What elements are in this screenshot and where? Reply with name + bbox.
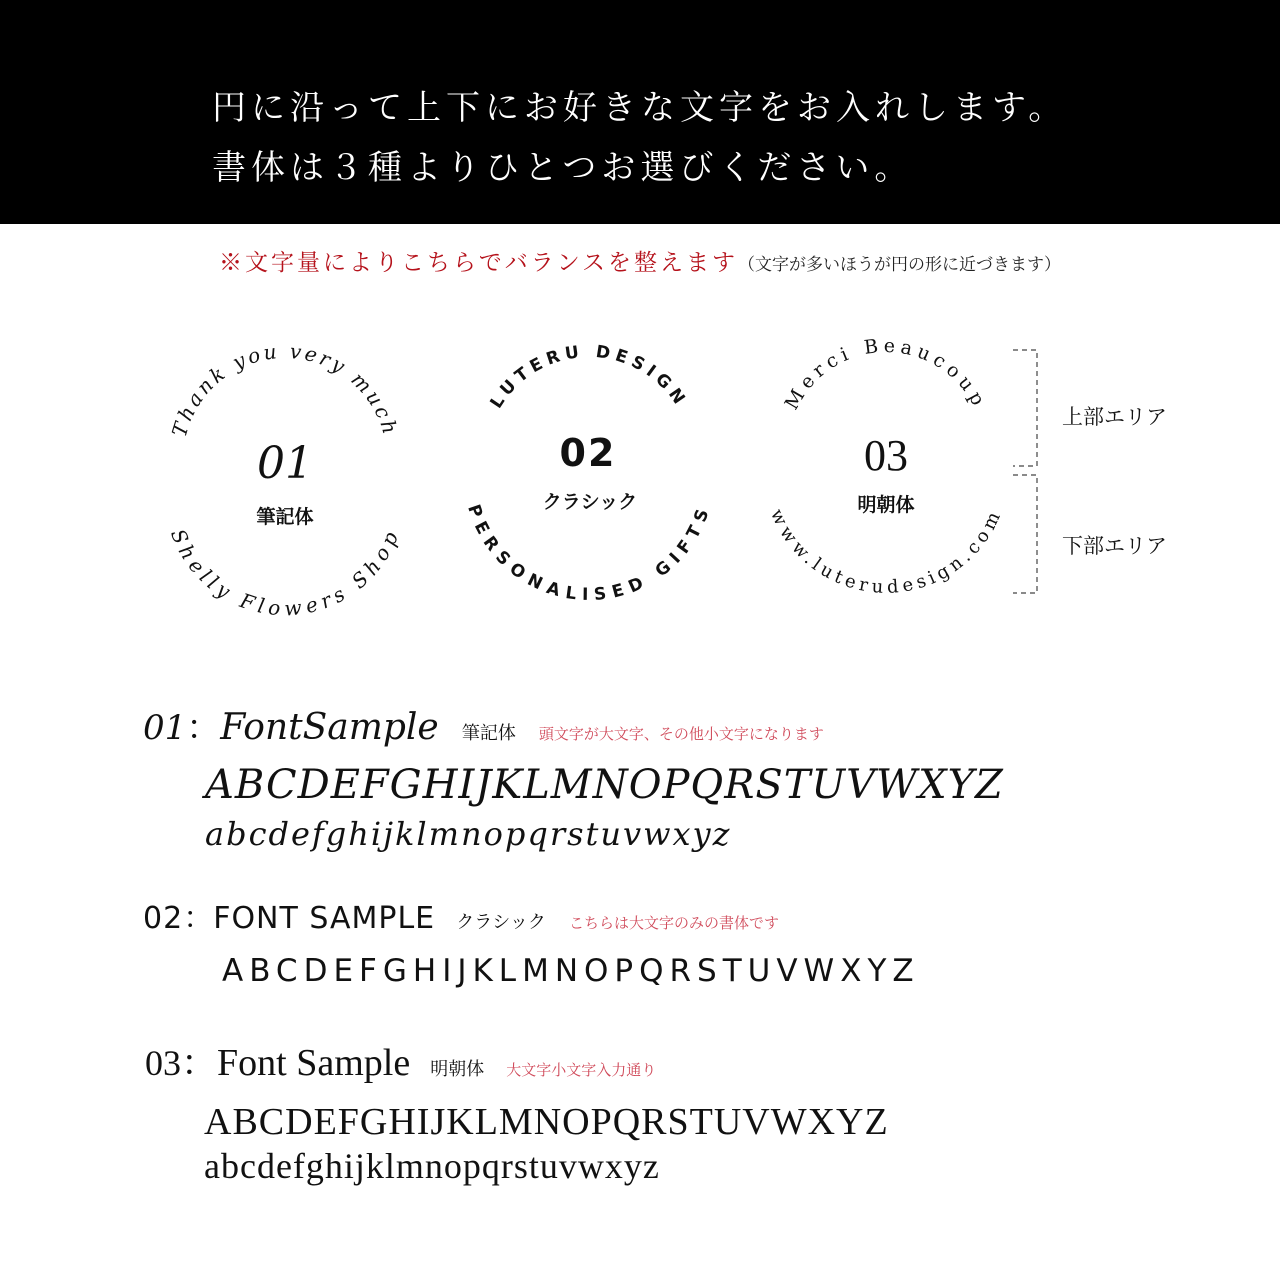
sample-01-uppercase: ABCDEFGHIJKLMNOPQRSTUVWXYZ [205,762,1004,808]
upper-area-bracket [1013,350,1037,466]
sample-02-title: FONT SAMPLE [213,901,436,936]
stamp-03-top-text: Merci Beaucoup [780,334,992,414]
stamp-02-number: 02 [559,431,617,475]
stamp-01-number: 01 [257,438,313,489]
header-banner [0,0,1280,224]
stamp-01-label: 筆記体 [256,506,314,528]
banner-line-2: 書体は３種よりひとつお選びください。 [212,148,914,188]
stamp-01-bottom-text: Shelly Flowers Shop [165,525,405,620]
sample-03-colon: ： [181,1043,218,1083]
sample-03-style: 明朝体 [430,1059,485,1080]
sample-02-uppercase: ABCDEFGHIJKLMNOPQRSTUVWXYZ [222,953,920,989]
sample-02-header [143,893,779,937]
stamp-02-label: クラシック [542,491,638,513]
stamp-03 [766,335,1006,598]
banner-line-1: 円に沿って上下にお好きな文字をお入れします。 [212,88,1068,128]
sample-01-colon: ： [186,708,221,748]
sample-01-header [143,700,824,749]
balance-note [0,244,1280,277]
stamp-01-top-text: Thank you very much [166,338,404,440]
balance-note-red: ※文字量によりこちらでバランスを整えます [218,250,739,276]
sample-01-note: 頭文字が大文字、その他小文字になります [538,725,824,743]
sample-03-lowercase: abcdefghijklmnopqrstuvwxyz [204,1146,660,1186]
stamp-01 [166,339,404,620]
stamp-03-number: 03 [864,431,908,480]
stamp-03-bottom-text: www.luterudesign.com [765,506,1007,599]
stamp-03-label: 明朝体 [857,494,915,516]
sample-01-lowercase: abcdefghijklmnopqrstuvwxyz [205,815,732,853]
sample-02-number: 02 [143,901,184,936]
lower-area-bracket [1013,475,1037,593]
sample-03-note: 大文字小文字入力通り [506,1061,657,1079]
balance-note-gray: （文字が多いほうが円の形に近づきます） [738,255,1062,275]
upper-area-label: 上部エリア [1062,405,1167,429]
sample-02-style: クラシック [456,912,546,933]
stamp-02 [463,342,715,605]
stamp-02-top-text: LUTERU DESIGN [486,341,692,413]
sample-01-style: 筆記体 [461,723,516,744]
sample-01-title: FontSample [220,707,439,748]
sample-03-header [145,1035,656,1086]
stamp-diagrams [0,330,1280,620]
sample-02-note: こちらは大文字のみの書体です [568,914,779,932]
stamp-02-bottom-text: PERSONALISED GIFTS [463,502,715,606]
area-brackets [1013,350,1037,593]
sample-02-colon: ： [183,901,214,936]
lower-area-label: 下部エリア [1062,534,1167,558]
sample-01-number: 01 [143,708,187,748]
sample-03-title: Font Sample [217,1042,411,1084]
sample-03-number: 03 [145,1043,181,1083]
sample-03-uppercase: ABCDEFGHIJKLMNOPQRSTUVWXYZ [204,1101,889,1143]
